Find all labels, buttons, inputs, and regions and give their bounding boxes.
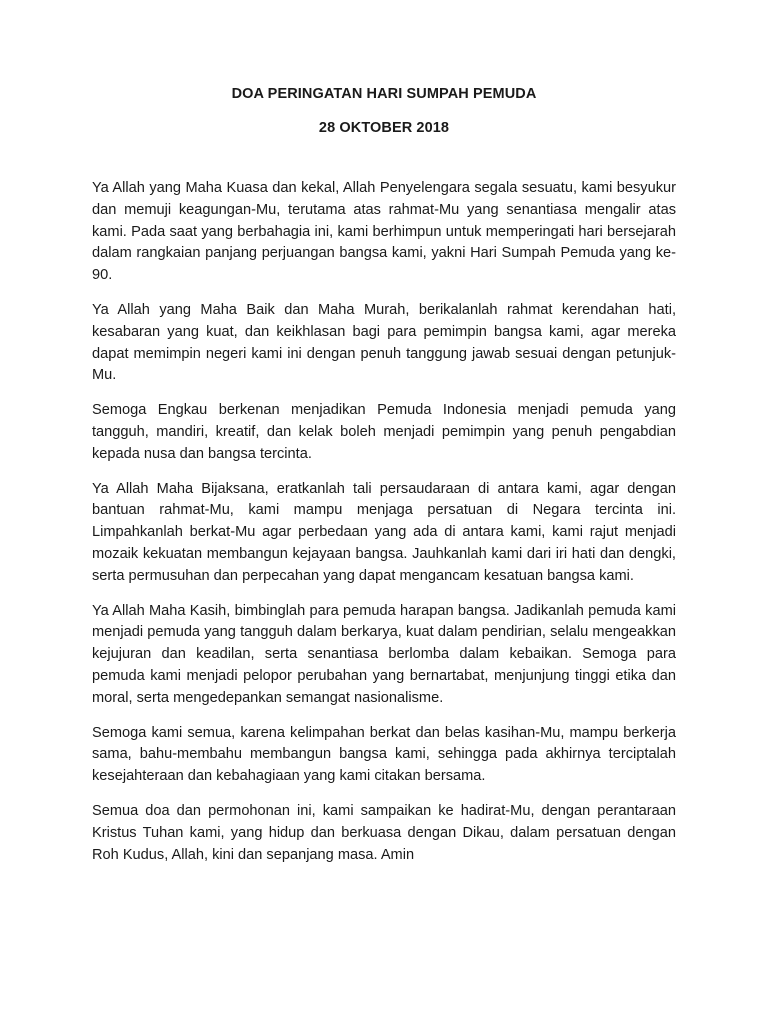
document-title: DOA PERINGATAN HARI SUMPAH PEMUDA xyxy=(231,86,537,102)
paragraph-5: Ya Allah Maha Kasih, bimbinglah para pemuda harapan bangsa. Jadikanlah pemuda kami menjadi pemuda yang tangguh dalam berkarya, kuat dalam pendirian, selalu mengeakkan kejujuran dan keadilan, serta senantiasa berlomba dalam kebaikan. Semoga para pemuda kami menjadi pelopor perubahan yang bernartabat, menjunjung tinggi etika dan moral, serta mengedepankan semangat nasionalisme. xyxy=(92,602,676,706)
paragraph-4: Ya Allah Maha Bijaksana, eratkanlah tali persaudaraan di antara kami, agar dengan bantuan rahmat-Mu, kami mampu menjaga persatuan di Negara tercinta ini. Limpahkanlah berkat-Mu agar perbedaan yang ada di antara kami, kami rajut menjadi mozaik kekuatan membangun kejayaan bangsa. Jauhkanlah kami dari iri hati dan dengki, serta permusuhan dan perpecahan yang dapat mengancam kesatuan bangsa kami. xyxy=(92,480,676,584)
document-date: 28 OKTOBER 2018 xyxy=(318,120,450,136)
paragraph-6: Semoga kami semua, karena kelimpahan berkat dan belas kasihan-Mu, mampu berkerja sama, bahu-membahu membangun bangsa kami, sehingga pada akhirnya terciptalah kesejahteraan dan kebahagiaan yang kami citakan bersama. xyxy=(92,724,676,785)
document-body xyxy=(92,178,676,879)
paragraph-2: Ya Allah yang Maha Baik dan Maha Murah, berikalanlah rahmat kerendahan hati, kesabaran yang kuat, dan keikhlasan bagi para pemimpin bangsa kami, agar mereka dapat memimpin negeri kami ini dengan penuh tanggung jawab sesuai dengan petunjuk-Mu. xyxy=(92,301,676,384)
paragraph-3: Semoga Engkau berkenan menjadikan Pemuda Indonesia menjadi pemuda yang tangguh, mandiri, kreatif, dan kelak boleh menjadi pemimpin yang penuh pengabdian kepada nusa dan bangsa tercinta. xyxy=(92,402,676,462)
paragraph-1: Ya Allah yang Maha Kuasa dan kekal, Allah Penyelengara segala sesuatu, kami besyukur dan memuji keagungan-Mu, terutama atas rahmat-Mu yang senantiasa mengalir atas kami. Pada saat yang berbahagia ini, kami berhimpun untuk memperingati hari bersejarah dalam rangkaian panjang perjuangan bangsa kami, yakni Hari Sumpah Pemuda yang ke-90. xyxy=(92,180,676,284)
paragraph-7: Semua doa dan permohonan ini, kami sampaikan ke hadirat-Mu, dengan perantaraan Kristus Tuhan kami, yang hidup dan berkuasa dengan Dikau, dalam persatuan dengan Roh Kudus, Allah, kini dan sepanjang masa. Amin xyxy=(92,802,676,863)
